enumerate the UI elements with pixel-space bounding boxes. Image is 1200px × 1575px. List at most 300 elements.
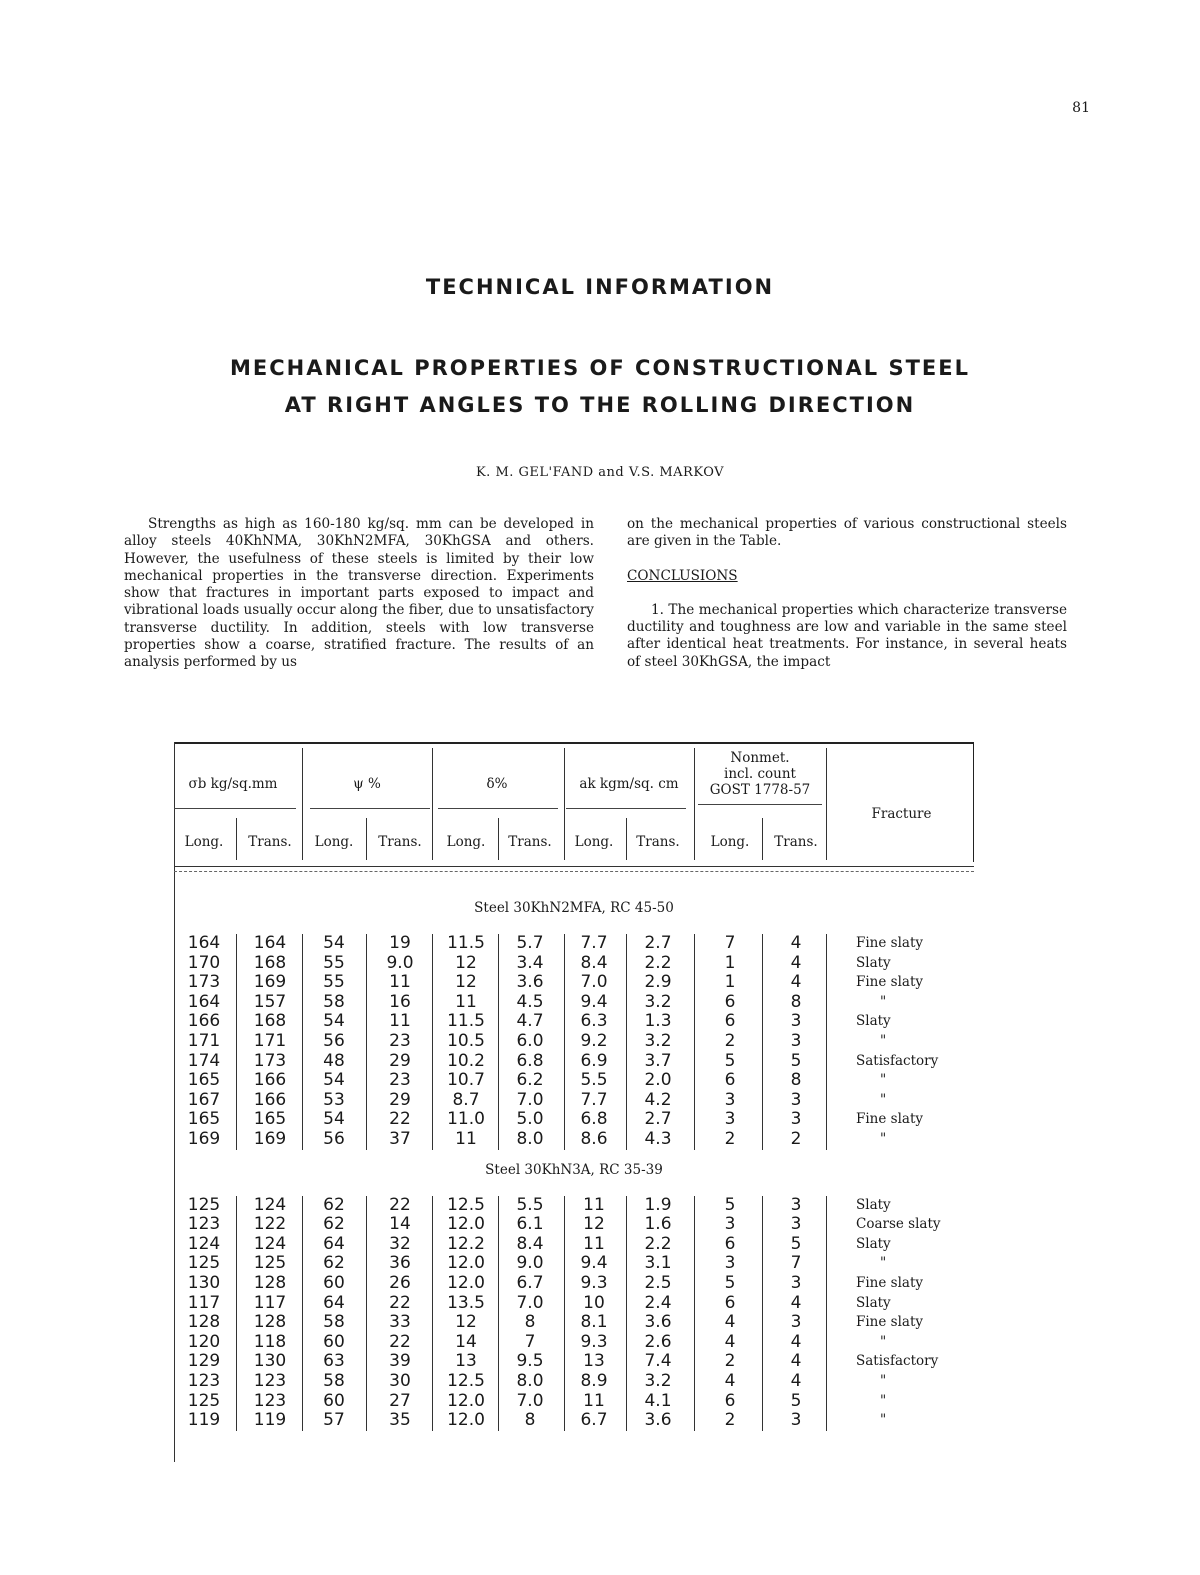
table-cell: 4.1 (644, 1390, 672, 1411)
header-nonmet-line-1: Nonmet. (730, 750, 790, 766)
table-cell: 14 (389, 1214, 411, 1235)
table-cell: 130 (187, 1273, 221, 1293)
table-cell: 6.8 (516, 1050, 544, 1071)
table-cell: 3 (790, 1089, 802, 1110)
header-column-separator (432, 748, 433, 860)
table-cell: 5.0 (516, 1109, 544, 1130)
table-cell: 1.6 (644, 1214, 672, 1235)
table-cell: 2 (724, 1129, 736, 1149)
table-cell: 9.2 (580, 1031, 608, 1051)
header-nonmet-line-3: GOST 1778-57 (709, 782, 811, 798)
subheader-long: Long. (184, 834, 224, 850)
table-cell: 10.5 (447, 1031, 485, 1051)
table-cell: 11 (389, 1011, 411, 1032)
fracture-cell: " (880, 1091, 887, 1108)
table-cell: 4 (724, 1371, 736, 1391)
header-impact-strength: ak kgm/sq. cm (579, 776, 679, 792)
fracture-cell: " (880, 1131, 887, 1147)
table-cell: 10 (583, 1292, 605, 1313)
table-cell: 62 (323, 1194, 345, 1215)
table-top-rule (174, 742, 974, 744)
table-cell: 4 (724, 1312, 736, 1333)
table-cell: 2 (724, 1351, 736, 1372)
table-cell: 12.0 (447, 1253, 485, 1274)
conclusions-heading: CONCLUSIONS (627, 567, 738, 584)
table-cell: 60 (323, 1273, 345, 1293)
table-cell: 128 (253, 1273, 287, 1293)
table-cell: 12.0 (447, 1410, 485, 1431)
table-cell: 171 (253, 1031, 287, 1051)
table-cell: 3 (790, 1031, 802, 1051)
table-cell: 55 (323, 952, 345, 973)
fracture-cell: Fine slaty (856, 1111, 924, 1128)
table-cell: 7.0 (516, 1390, 544, 1411)
fracture-cell: Slaty (856, 1196, 891, 1213)
subheader-long: Long. (314, 834, 354, 850)
table-cell: 12.0 (447, 1390, 485, 1411)
table-cell: 157 (253, 991, 287, 1012)
fracture-cell: " (880, 1072, 887, 1089)
body-column-separator (826, 1196, 827, 1431)
table-cell: 8.7 (452, 1089, 480, 1110)
table-cell: 119 (253, 1410, 287, 1431)
subheader-trans: Trans. (508, 834, 552, 850)
table-cell: 19 (389, 933, 411, 953)
header-nonmetallic-inclusions (694, 750, 826, 798)
fracture-cell: " (880, 1412, 887, 1429)
fracture-cell: Fine slaty (856, 1275, 924, 1291)
table-cell: 35 (389, 1410, 411, 1431)
header-rule (174, 808, 296, 809)
body-column-separator (826, 934, 827, 1150)
table-cell: 5.7 (516, 933, 544, 953)
table-cell: 6.7 (580, 1410, 608, 1431)
table-cell: 3.2 (644, 1031, 672, 1051)
body-column-separator (626, 934, 627, 1150)
table-cell: 1.3 (644, 1011, 672, 1032)
table-cell: 173 (253, 1050, 287, 1071)
table-cell: 8.0 (516, 1129, 544, 1149)
table-cell: 125 (187, 1194, 221, 1215)
table-cell: 7.4 (644, 1351, 672, 1372)
table-cell: 60 (323, 1390, 345, 1411)
table-cell: 165 (187, 1109, 221, 1130)
body-column-separator (432, 934, 433, 1150)
fracture-cell: Fine slaty (856, 1314, 924, 1331)
table-cell: 56 (323, 1031, 345, 1051)
table-cell: 1 (724, 972, 736, 993)
body-column-separator (626, 1196, 627, 1431)
body-column-separator (498, 934, 499, 1150)
table-cell: 60 (323, 1331, 345, 1352)
table-cell: 3 (724, 1214, 736, 1235)
body-column-separator (694, 1196, 695, 1431)
intro-paragraph-continued: on the mechanical properties of various constructional steels are given in the Table. (627, 516, 1067, 550)
table-cell: 2.2 (644, 952, 672, 973)
table-cell: 6 (724, 1011, 736, 1032)
table-cell: 2 (724, 1410, 736, 1431)
table-cell: 64 (323, 1233, 345, 1254)
header-rule (698, 804, 822, 805)
table-cell: 7 (524, 1331, 536, 1352)
body-column-separator (694, 934, 695, 1150)
table-cell: 54 (323, 1011, 345, 1032)
table-cell: 125 (253, 1253, 287, 1274)
body-column-separator (366, 1196, 367, 1431)
table-cell: 124 (253, 1194, 287, 1215)
table-cell: 3.7 (644, 1050, 672, 1071)
table-cell: 32 (389, 1233, 411, 1254)
body-column-separator (236, 934, 237, 1150)
table-cell: 7 (724, 933, 736, 953)
body-column-separator (762, 1196, 763, 1431)
table-cell: 4 (790, 1292, 802, 1313)
table-cell: 164 (187, 933, 221, 953)
header-ultimate-strength: σb kg/sq.mm (188, 776, 278, 792)
table-cell: 58 (323, 1371, 345, 1391)
fracture-cell: Fine slaty (856, 974, 924, 991)
table-cell: 128 (253, 1312, 287, 1333)
table-cell: 62 (323, 1214, 345, 1235)
authors: K. M. GEL'FAND and V.S. MARKOV (475, 465, 725, 480)
table-cell: 3.6 (516, 972, 544, 993)
table-cell: 12.0 (447, 1214, 485, 1235)
table-cell: 7.0 (580, 972, 608, 993)
table-cell: 11 (455, 1129, 477, 1149)
right-column (627, 516, 1067, 671)
fracture-cell: Slaty (856, 1294, 891, 1311)
table-cell: 6.8 (580, 1109, 608, 1130)
table-cell: 22 (389, 1331, 411, 1352)
table-cell: 8.9 (580, 1371, 608, 1391)
table-cell: 22 (389, 1292, 411, 1313)
table-cell: 4 (790, 952, 802, 973)
table-cell: 27 (389, 1390, 411, 1411)
table-cell: 7.0 (516, 1292, 544, 1313)
table-cell: 6 (724, 1233, 736, 1254)
table-cell: 36 (389, 1253, 411, 1274)
table-cell: 55 (323, 972, 345, 993)
table-cell: 16 (389, 991, 411, 1012)
table-cell: 2.6 (644, 1331, 672, 1352)
table-cell: 13 (583, 1351, 605, 1372)
table-cell: 8 (790, 991, 802, 1012)
table-cell: 9.5 (516, 1351, 544, 1372)
header-rule (310, 808, 430, 809)
fracture-cell: Slaty (856, 1013, 891, 1030)
table-cell: 4.5 (516, 991, 544, 1012)
table-cell: 23 (389, 1070, 411, 1091)
table-cell: 8 (524, 1410, 536, 1431)
table-cell: 12 (583, 1214, 605, 1235)
table-cell: 7.7 (580, 1089, 608, 1110)
subheader-long: Long. (710, 834, 750, 850)
table-cell: 9.0 (516, 1253, 544, 1274)
fracture-cell: Fine slaty (856, 935, 924, 951)
table-cell: 8.6 (580, 1129, 608, 1149)
table-cell: 11 (389, 972, 411, 993)
header-bottom-rule-2 (174, 871, 974, 872)
table-cell: 58 (323, 1312, 345, 1333)
table-cell: 5.5 (516, 1194, 544, 1215)
header-column-separator (366, 818, 367, 860)
table-cell: 169 (187, 1129, 221, 1149)
table-cell: 4 (790, 972, 802, 993)
table-cell: 6.3 (580, 1011, 608, 1032)
table-cell: 2.0 (644, 1070, 672, 1091)
table-cell: 117 (253, 1292, 287, 1313)
table-cell: 12.0 (447, 1273, 485, 1293)
body-column-separator (366, 934, 367, 1150)
table-cell: 12.5 (447, 1194, 485, 1215)
table-cell: 4 (724, 1331, 736, 1352)
header-elongation: δ% (486, 776, 508, 792)
fracture-cell: Slaty (856, 954, 891, 971)
header-column-separator (564, 748, 565, 860)
table-cell: 6.9 (580, 1050, 608, 1071)
fracture-cell: Satisfactory (856, 1353, 939, 1370)
table-cell: 3.2 (644, 991, 672, 1012)
table-cell: 11.0 (447, 1109, 485, 1130)
table-cell: 13.5 (447, 1292, 485, 1313)
table-section-label: Steel 30KhN3A, RC 35-39 (485, 1161, 663, 1178)
table-cell: 123 (253, 1390, 287, 1411)
table-cell: 5 (790, 1390, 802, 1411)
fracture-cell: " (880, 1333, 887, 1350)
header-nonmet-line-2: incl. count (724, 766, 796, 782)
table-cell: 5 (724, 1194, 736, 1215)
table-cell: 33 (389, 1312, 411, 1333)
table-cell: 2 (790, 1129, 802, 1149)
table-cell: 5.5 (580, 1070, 608, 1091)
table-cell: 64 (323, 1292, 345, 1313)
table-cell: 9.3 (580, 1331, 608, 1352)
table-cell: 3.6 (644, 1410, 672, 1431)
table-cell: 62 (323, 1253, 345, 1274)
table-cell: 3 (790, 1109, 802, 1130)
table-cell: 12 (455, 1312, 477, 1333)
table-cell: 7.0 (516, 1089, 544, 1110)
table-cell: 11 (455, 991, 477, 1012)
header-column-separator (302, 748, 303, 860)
table-cell: 8.4 (516, 1233, 544, 1254)
left-column (124, 516, 594, 672)
table-cell: 29 (389, 1089, 411, 1110)
table-cell: 58 (323, 991, 345, 1012)
header-reduction-of-area: ψ % (353, 776, 381, 792)
table-cell: 7 (790, 1253, 802, 1274)
conclusion-1-paragraph: 1. The mechanical properties which characterize transverse ductility and toughness are low and variable in the same steel after identical heat treatments. For instance, in several heats of steel 30KhGSA, the impact (627, 601, 1067, 670)
table-cell: 6 (724, 991, 736, 1012)
page-number: 81 (1072, 100, 1090, 116)
table-cell: 39 (389, 1351, 411, 1372)
table-cell: 123 (253, 1371, 287, 1391)
table-cell: 5 (724, 1273, 736, 1293)
header-column-separator (826, 748, 827, 860)
table-cell: 4.3 (644, 1129, 672, 1149)
fracture-cell: " (880, 1033, 887, 1049)
table-cell: 14 (455, 1331, 477, 1352)
table-cell: 29 (389, 1050, 411, 1071)
table-cell: 124 (187, 1233, 221, 1254)
table-cell: 11 (583, 1194, 605, 1215)
table-cell: 7.7 (580, 933, 608, 953)
table-cell: 22 (389, 1194, 411, 1215)
table-cell: 54 (323, 1070, 345, 1091)
table-cell: 165 (187, 1070, 221, 1091)
table-cell: 12.5 (447, 1371, 485, 1391)
table-cell: 2.2 (644, 1233, 672, 1254)
table-cell: 118 (253, 1331, 287, 1352)
table-cell: 120 (187, 1331, 221, 1352)
table-cell: 1 (724, 952, 736, 973)
table-cell: 124 (253, 1233, 287, 1254)
table-cell: 3 (724, 1089, 736, 1110)
header-rule (566, 808, 686, 809)
table-cell: 2 (724, 1031, 736, 1051)
subheader-trans: Trans. (248, 834, 292, 850)
table-cell: 3 (790, 1410, 802, 1431)
table-cell: 8.1 (580, 1312, 608, 1333)
table-cell: 168 (253, 952, 287, 973)
table-cell: 2.5 (644, 1273, 672, 1293)
table-cell: 169 (253, 1129, 287, 1149)
body-column-separator (498, 1196, 499, 1431)
fracture-cell: Slaty (856, 1235, 891, 1252)
table-cell: 117 (187, 1292, 221, 1313)
table-cell: 12 (455, 952, 477, 973)
body-column-separator (432, 1196, 433, 1431)
fracture-cell: " (880, 1392, 887, 1409)
body-column-separator (564, 934, 565, 1150)
header-column-separator (762, 818, 763, 860)
subheader-trans: Trans. (378, 834, 422, 850)
table-cell: 2.9 (644, 972, 672, 993)
table-cell: 3 (790, 1312, 802, 1333)
table-cell: 6 (724, 1070, 736, 1091)
table-cell: 125 (187, 1253, 221, 1274)
table-cell: 3.2 (644, 1371, 672, 1391)
table-cell: 11 (583, 1233, 605, 1254)
table-cell: 164 (187, 991, 221, 1012)
table-cell: 48 (323, 1050, 345, 1071)
table-cell: 12 (455, 972, 477, 993)
section-heading: TECHNICAL INFORMATION (425, 275, 775, 299)
table-cell: 166 (253, 1070, 287, 1091)
table-cell: 2.7 (644, 1109, 672, 1130)
table-cell: 2.4 (644, 1292, 672, 1313)
table-cell: 4.2 (644, 1089, 672, 1110)
table-cell: 168 (253, 1011, 287, 1032)
table-cell: 3.4 (516, 952, 544, 973)
table-cell: 9.3 (580, 1273, 608, 1293)
intro-paragraph: Strengths as high as 160-180 kg/sq. mm can be developed in alloy steels 40KhNMA, 30KhN2MFA, 30KhGSA and others. However, the usefulness of these steels is limited by their low mechanical properties in the transverse direction. Experiments show that fractures in important parts exposed to impact and vibrational loads usually occur along the fiber, due to unsatisfactory transverse ductility. In addition, steels with low transverse properties show a coarse, stratified fracture. The results of an analysis performed by us (124, 516, 594, 671)
table-cell: 8 (790, 1070, 802, 1091)
header-rule (438, 808, 558, 809)
table-cell: 166 (187, 1011, 221, 1032)
subheader-long: Long. (574, 834, 614, 850)
table-cell: 9.4 (580, 1253, 608, 1274)
header-column-separator (498, 818, 499, 860)
table-cell: 2.7 (644, 933, 672, 953)
fracture-cell: " (880, 1373, 887, 1389)
table-cell: 6.1 (516, 1214, 544, 1235)
table-cell: 4 (790, 1351, 802, 1372)
table-cell: 11 (583, 1390, 605, 1411)
table-cell: 30 (389, 1371, 411, 1391)
body-column-separator (762, 934, 763, 1150)
table-cell: 170 (187, 952, 221, 973)
body-column-separator (564, 1196, 565, 1431)
table-cell: 8.4 (580, 952, 608, 973)
table-cell: 5 (790, 1050, 802, 1071)
table-cell: 125 (187, 1390, 221, 1411)
subheader-trans: Trans. (774, 834, 818, 850)
table-cell: 56 (323, 1129, 345, 1149)
body-column-separator (236, 1196, 237, 1431)
table-cell: 9.0 (386, 952, 414, 973)
table-cell: 119 (187, 1410, 221, 1431)
table-cell: 11.5 (447, 1011, 485, 1032)
table-cell: 23 (389, 1031, 411, 1051)
properties-table (174, 742, 976, 1462)
table-cell: 6.7 (516, 1273, 544, 1293)
table-cell: 54 (323, 1109, 345, 1130)
body-column-separator (302, 1196, 303, 1431)
header-fracture: Fracture (871, 806, 932, 822)
table-cell: 10.7 (447, 1070, 485, 1091)
subheader-trans: Trans. (636, 834, 680, 850)
table-cell: 167 (187, 1089, 221, 1110)
header-column-separator (626, 818, 627, 860)
fracture-cell: " (880, 993, 887, 1010)
subheader-long: Long. (446, 834, 486, 850)
table-cell: 5 (724, 1050, 736, 1071)
table-cell: 1.9 (644, 1194, 672, 1215)
table-cell: 11.5 (447, 933, 485, 953)
table-cell: 37 (389, 1129, 411, 1149)
table-cell: 63 (323, 1351, 345, 1372)
table-cell: 3 (724, 1109, 736, 1130)
table-cell: 13 (455, 1351, 477, 1372)
table-cell: 8.0 (516, 1371, 544, 1391)
table-cell: 123 (187, 1214, 221, 1235)
table-cell: 3 (790, 1273, 802, 1293)
table-cell: 128 (187, 1312, 221, 1333)
table-cell: 130 (253, 1351, 287, 1372)
header-column-separator (694, 748, 695, 860)
table-cell: 10.2 (447, 1050, 485, 1071)
table-cell: 9.4 (580, 991, 608, 1012)
table-cell: 129 (187, 1351, 221, 1372)
table-cell: 3.1 (644, 1253, 672, 1274)
table-cell: 3 (790, 1194, 802, 1215)
table-cell: 12.2 (447, 1233, 485, 1254)
table-cell: 3 (790, 1214, 802, 1235)
table-cell: 169 (253, 972, 287, 993)
table-cell: 6 (724, 1390, 736, 1411)
table-cell: 3.6 (644, 1312, 672, 1333)
table-cell: 22 (389, 1109, 411, 1130)
table-cell: 26 (389, 1273, 411, 1293)
table-cell: 54 (323, 933, 345, 953)
table-cell: 174 (187, 1050, 221, 1071)
header-column-separator (236, 818, 237, 860)
fracture-cell: Satisfactory (856, 1052, 939, 1069)
table-cell: 57 (323, 1410, 345, 1431)
article-title-line-1: MECHANICAL PROPERTIES OF CONSTRUCTIONAL STEEL (230, 356, 970, 380)
table-cell: 6 (724, 1292, 736, 1313)
